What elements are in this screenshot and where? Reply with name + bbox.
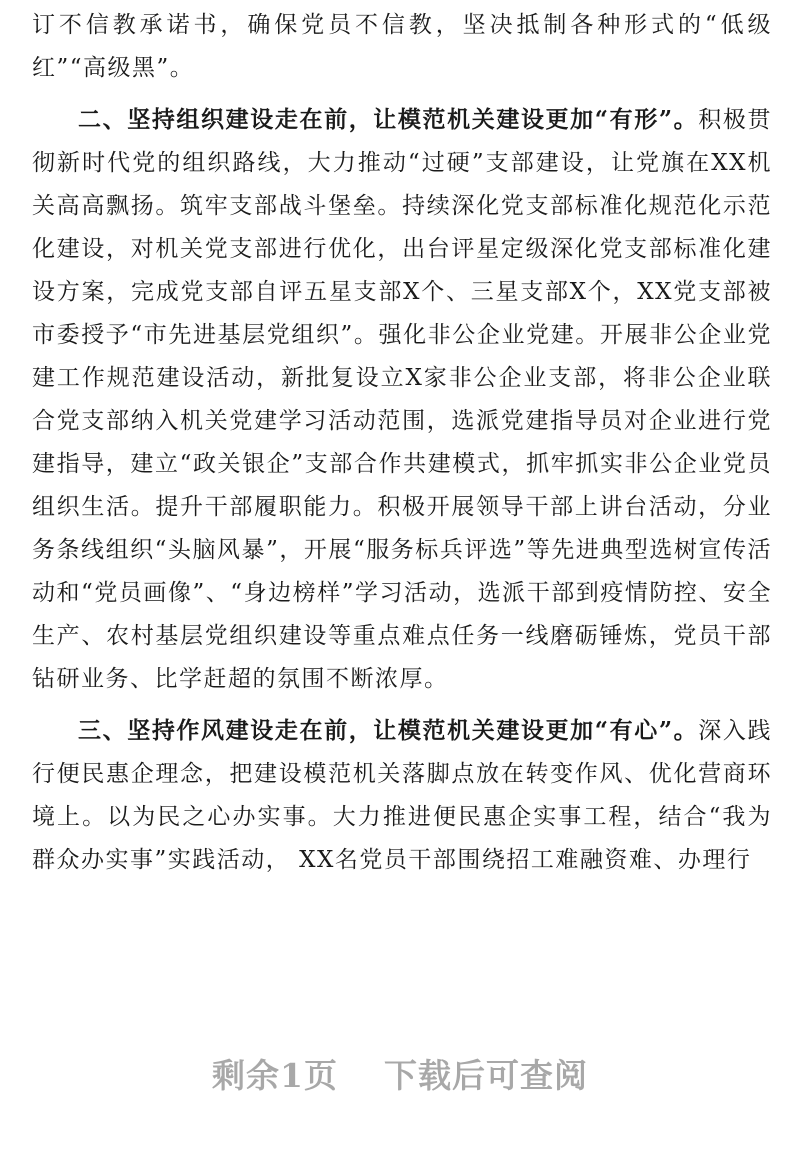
remaining-pages-banner <box>0 1050 800 1097</box>
paragraph-lead: 二、坚持组织建设走在前，让模范机关建设更加“有形”。 <box>78 106 699 133</box>
paragraph-continuation <box>32 3 772 90</box>
paragraph-section-three <box>32 709 772 882</box>
paragraph-section-two <box>32 98 772 701</box>
paragraph-text: 深入践行便民惠企理念，把建设模范机关落脚点放在转变作风、优化营商环境上。以为民之心办实事。大力推进便民惠企实事工程，结合“我为群众办实事”实践活动， XX名党员干部围绕招工难融资难、办理行 <box>32 718 772 873</box>
paragraph-text: 积极贯彻新时代党的组织路线，大力推动“过硬”支部建设，让党旗在XX机关高高飘扬。筑牢支部战斗堡垒。持续深化党支部标准化规范化示范化建设，对机关党支部进行优化，出台评星定级深化党支部标准化建设方案，完成党支部自评五星支部X个、三星支部X个，XX党支部被市委授予“市先进基层党组织”。强化非公企业党建。开展非公企业党建工作规范建设活动，新批复设立X家非公企业支部，将非公企业联合党支部纳入机关党建学习活动范围，选派党建指导员对企业进行党建指导，建立“政关银企”支部合作共建模式，抓牢抓实非公企业党员组织生活。提升干部履职能力。积极开展领导干部上讲台活动，分业务条线组织“头脑风暴”，开展“服务标兵评选”等先进典型选树宣传活动和“党员画像”、“身边榜样”学习活动，选派干部到疫情防控、安全生产、农村基层党组织建设等重点难点任务一线磨砺锤炼，党员干部钻研业务、比学赶超的氛围不断浓厚。 <box>32 107 772 692</box>
paragraph-text: 订不信教承诺书，确保党员不信教，坚决抵制各种形式的“低级红”“高级黑”。 <box>32 12 772 81</box>
download-to-view-label: 下载后可查阅 <box>383 1056 588 1095</box>
paragraph-lead: 三、坚持作风建设走在前，让模范机关建设更加“有心”。 <box>78 717 699 744</box>
remaining-pages-label: 剩余1页 <box>212 1056 338 1095</box>
document-body <box>32 0 772 882</box>
